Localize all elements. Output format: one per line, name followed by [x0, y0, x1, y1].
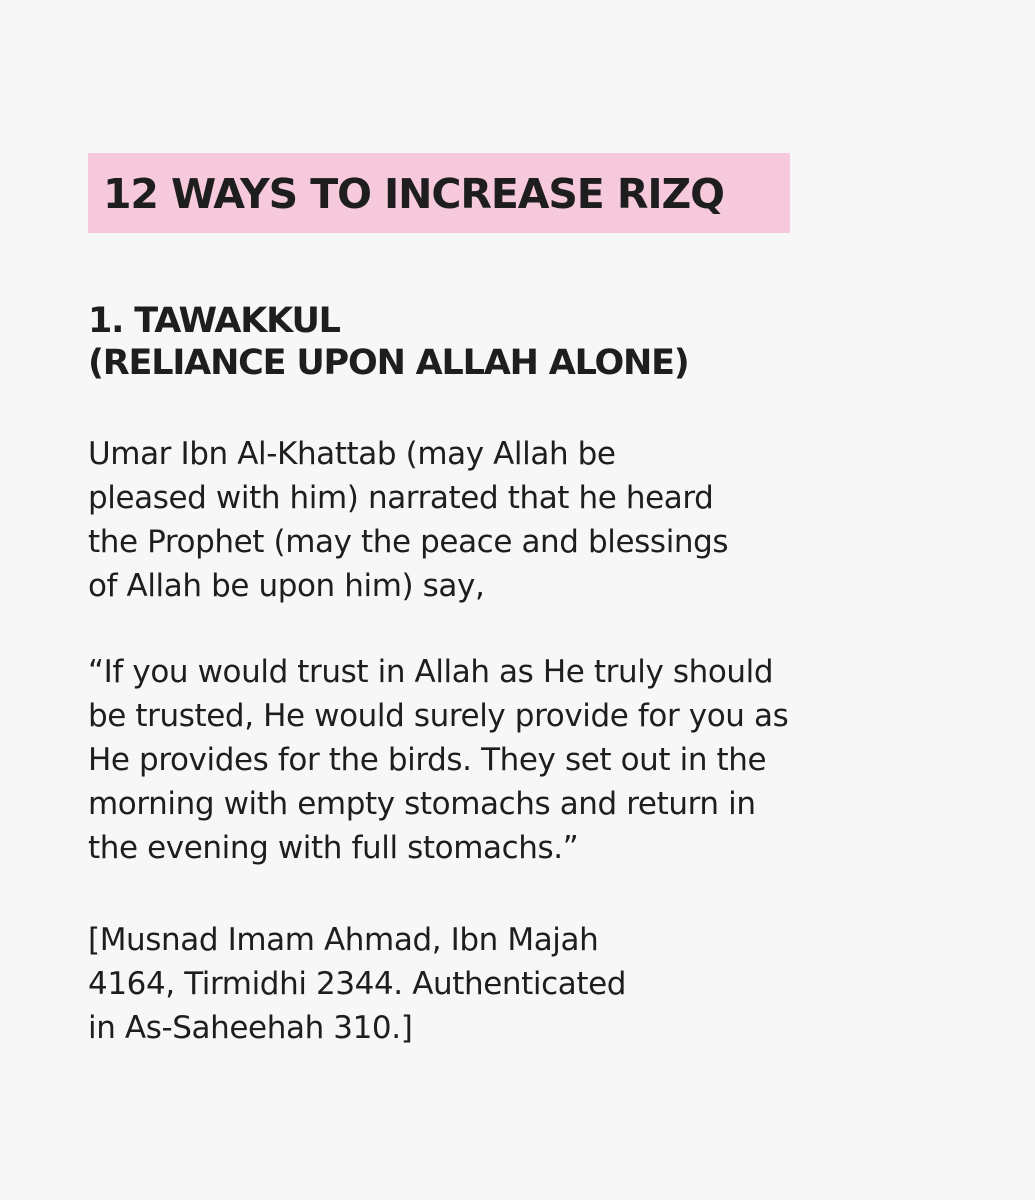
quote-line: He provides for the birds. They set out in the — [88, 742, 767, 778]
source-citation — [88, 918, 626, 1050]
citation-line: [Musnad Imam Ahmad, Ibn Majah — [88, 922, 599, 958]
quote-line: be trusted, He would surely provide for you as — [88, 698, 789, 734]
quote-line: the evening with full stomachs.” — [88, 830, 579, 866]
narration-line: of Allah be upon him) say, — [88, 568, 485, 604]
narration-line: the Prophet (may the peace and blessings — [88, 524, 729, 560]
section-heading — [88, 300, 689, 384]
page-title: 12 WAYS TO INCREASE RIZQ — [103, 170, 724, 218]
narration-line: Umar Ibn Al-Khattab (may Allah be — [88, 436, 616, 472]
narration-line: pleased with him) narrated that he heard — [88, 480, 714, 516]
citation-line: in As-Saheehah 310.] — [88, 1010, 413, 1046]
narration-paragraph — [88, 432, 728, 608]
section-heading-line-1: 1. TAWAKKUL — [88, 301, 340, 341]
hadith-quote — [88, 650, 788, 870]
quote-line: morning with empty stomachs and return in — [88, 786, 756, 822]
section-heading-line-2: (RELIANCE UPON ALLAH ALONE) — [88, 343, 689, 383]
citation-line: 4164, Tirmidhi 2344. Authenticated — [88, 966, 627, 1002]
quote-line: “If you would trust in Allah as He truly should — [88, 654, 774, 690]
